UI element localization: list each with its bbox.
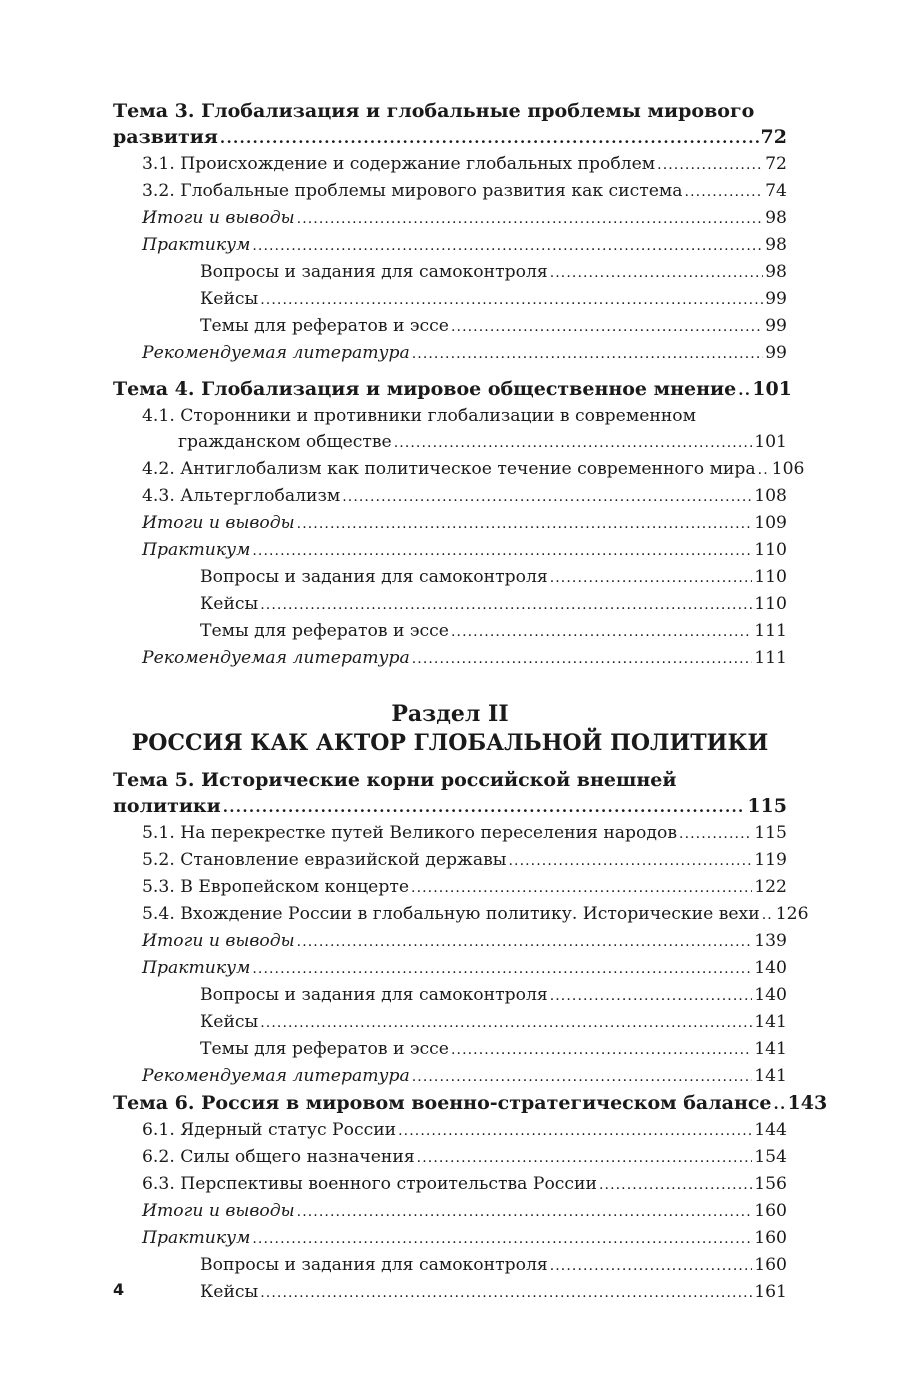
dot-leader xyxy=(774,1091,786,1117)
toc-entry xyxy=(113,1009,787,1036)
toc-entry xyxy=(113,591,787,618)
dot-leader xyxy=(252,233,763,259)
dot-leader xyxy=(738,377,750,403)
dot-leader xyxy=(550,565,752,591)
entry-title: Итоги и выводы xyxy=(142,931,295,951)
dot-leader xyxy=(417,1145,753,1171)
entry-title: Кейсы xyxy=(200,594,259,614)
entry-page: 110 xyxy=(754,540,787,560)
toc-entry xyxy=(113,232,787,259)
entry-title: Итоги и выводы xyxy=(142,1201,295,1221)
section-label: Раздел II xyxy=(391,701,509,727)
entry-title: Рекомендуемая литература xyxy=(142,1066,410,1086)
toc-entry xyxy=(113,928,787,955)
dot-leader xyxy=(412,341,763,367)
dot-leader xyxy=(412,1064,752,1090)
toc-entry xyxy=(113,340,787,367)
entry-page: 141 xyxy=(754,1039,787,1059)
theme-entry-row xyxy=(113,1090,828,1117)
entry-title: Кейсы xyxy=(200,289,259,309)
dot-leader xyxy=(260,1280,752,1306)
entry-page: 139 xyxy=(754,931,787,951)
entry-page: 72 xyxy=(765,154,787,174)
entry-page: 99 xyxy=(765,343,787,363)
entry-title: 3.1. Происхождение и содержание глобальных проблем xyxy=(142,154,656,174)
entry-page: 160 xyxy=(754,1201,787,1221)
toc-entry xyxy=(113,1252,787,1279)
entry-page: 111 xyxy=(754,621,787,641)
toc-entry xyxy=(113,1279,787,1306)
toc-entry xyxy=(113,982,787,1009)
dot-leader xyxy=(599,1172,752,1198)
entry-page: 122 xyxy=(754,877,787,897)
dot-leader xyxy=(550,983,752,1009)
theme-entry-row xyxy=(113,124,787,151)
entry-title: гражданском обществе xyxy=(178,432,392,452)
dot-leader xyxy=(411,875,752,901)
dot-leader xyxy=(260,592,752,618)
dot-leader xyxy=(297,206,763,232)
entry-page: 110 xyxy=(754,594,787,614)
dot-leader xyxy=(451,1037,752,1063)
entry-title: политики xyxy=(113,795,221,817)
entry-page: 119 xyxy=(754,850,787,870)
dot-leader xyxy=(762,902,774,928)
dot-leader xyxy=(657,152,763,178)
dot-leader xyxy=(451,619,752,645)
entry-title: Вопросы и задания для самоконтроля xyxy=(200,262,548,282)
entry-title: Темы для рефератов и эссе xyxy=(200,316,449,336)
toc-entry xyxy=(113,178,787,205)
entry-page: 141 xyxy=(754,1012,787,1032)
dot-leader xyxy=(550,260,763,286)
toc-entry xyxy=(113,205,787,232)
entry-page: 161 xyxy=(754,1282,787,1302)
entry-title: Практикум xyxy=(142,235,251,255)
entry-page: 160 xyxy=(754,1228,787,1248)
dot-leader xyxy=(252,1226,752,1252)
toc-entry xyxy=(113,456,805,483)
entry-title: Темы для рефератов и эссе xyxy=(200,621,449,641)
toc-entry xyxy=(113,483,787,510)
toc-entry xyxy=(113,429,787,456)
entry-title: Кейсы xyxy=(200,1282,259,1302)
dot-leader xyxy=(679,821,752,847)
section-title: РОССИЯ КАК АКТОР ГЛОБАЛЬНОЙ ПОЛИТИКИ xyxy=(131,730,769,756)
entry-title: Рекомендуемая литература xyxy=(142,343,410,363)
toc-entry xyxy=(113,645,787,672)
entry-page: 140 xyxy=(754,985,787,1005)
entry-title: Итоги и выводы xyxy=(142,208,295,228)
entry-page: 126 xyxy=(775,904,809,924)
theme-title-line: Тема 5. Исторические корни российской внешней xyxy=(113,769,677,791)
dot-leader xyxy=(394,430,752,456)
entry-title: Практикум xyxy=(142,1228,251,1248)
dot-leader xyxy=(685,179,764,205)
entry-title: Вопросы и задания для самоконтроля xyxy=(200,567,548,587)
entry-page: 115 xyxy=(747,795,787,817)
entry-title: Практикум xyxy=(142,958,251,978)
entry-title: Рекомендуемая литература xyxy=(142,648,410,668)
toc-entry xyxy=(113,259,787,286)
entry-title: Практикум xyxy=(142,540,251,560)
theme-entry-row xyxy=(113,376,792,403)
toc-entry xyxy=(113,1036,787,1063)
toc-entry xyxy=(113,1063,787,1090)
theme-entry xyxy=(113,376,792,403)
entry-title: 6.2. Силы общего назначения xyxy=(142,1147,415,1167)
entry-title: Вопросы и задания для самоконтроля xyxy=(200,985,548,1005)
entry-title: 5.1. На перекрестке путей Великого переселения народов xyxy=(142,823,678,843)
theme-entry xyxy=(113,767,787,820)
entry-page: 143 xyxy=(787,1092,828,1114)
toc-entry xyxy=(113,901,809,928)
entry-page: 99 xyxy=(765,316,787,336)
toc-entry xyxy=(113,286,787,313)
dot-leader xyxy=(260,287,763,313)
entry-title: 6.3. Перспективы военного строительства России xyxy=(142,1174,597,1194)
entry-page: 111 xyxy=(754,648,787,668)
toc-entry xyxy=(113,1117,787,1144)
dot-leader xyxy=(508,848,752,874)
entry-page: 98 xyxy=(765,235,787,255)
toc-entry xyxy=(113,955,787,982)
entry-title: 3.2. Глобальные проблемы мирового развития как система xyxy=(142,181,683,201)
entry-page: 99 xyxy=(765,289,787,309)
entry-title: 5.2. Становление евразийской державы xyxy=(142,850,507,870)
toc-entry-line: 4.1. Сторонники и противники глобализации в современном xyxy=(142,406,697,426)
entry-title: 6.1. Ядерный статус России xyxy=(142,1120,397,1140)
dot-leader xyxy=(758,457,770,483)
entry-page: 101 xyxy=(754,432,787,452)
entry-title: развития xyxy=(113,126,218,148)
toc-entry xyxy=(113,847,787,874)
dot-leader xyxy=(451,314,763,340)
theme-title-line: Тема 3. Глобализация и глобальные проблемы мирового xyxy=(113,100,755,122)
toc-entry xyxy=(113,564,787,591)
entry-title: 5.3. В Европейском концерте xyxy=(142,877,410,897)
entry-page: 108 xyxy=(754,486,787,506)
toc-entry xyxy=(113,874,787,901)
dot-leader xyxy=(220,125,759,151)
toc-entry xyxy=(113,537,787,564)
dot-leader xyxy=(297,1199,753,1225)
dot-leader xyxy=(297,511,753,537)
dot-leader xyxy=(398,1118,752,1144)
entry-title: 5.4. Вхождение России в глобальную политику. Исторические вехи xyxy=(142,904,760,924)
entry-page: 140 xyxy=(754,958,787,978)
entry-title: Тема 4. Глобализация и мировое общественное мнение xyxy=(113,378,737,400)
entry-title: Вопросы и задания для самоконтроля xyxy=(200,1255,548,1275)
entry-title: 4.3. Альтерглобализм xyxy=(142,486,341,506)
dot-leader xyxy=(342,484,752,510)
table-of-contents xyxy=(113,98,828,1306)
entry-page: 98 xyxy=(765,208,787,228)
entry-page: 109 xyxy=(754,513,787,533)
toc-entry xyxy=(113,1225,787,1252)
entry-page: 115 xyxy=(754,823,787,843)
dot-leader xyxy=(252,956,752,982)
dot-leader xyxy=(260,1010,752,1036)
entry-page: 72 xyxy=(760,126,787,148)
toc-entry xyxy=(113,510,787,537)
entry-page: 74 xyxy=(765,181,787,201)
dot-leader xyxy=(297,929,753,955)
entry-page: 141 xyxy=(754,1066,787,1086)
entry-page: 154 xyxy=(754,1147,787,1167)
entry-page: 101 xyxy=(752,378,792,400)
dot-leader xyxy=(550,1253,752,1279)
entry-title: Тема 6. Россия в мировом военно-стратегическом балансе xyxy=(113,1092,772,1114)
entry-title: Итоги и выводы xyxy=(142,513,295,533)
entry-page: 106 xyxy=(771,459,805,479)
dot-leader xyxy=(252,538,752,564)
theme-entry-row xyxy=(113,793,787,820)
dot-leader xyxy=(412,646,752,672)
toc-entry xyxy=(113,820,787,847)
toc-entry xyxy=(113,1198,787,1225)
theme-entry xyxy=(113,98,787,151)
toc-entry xyxy=(113,1171,787,1198)
page-number: 4 xyxy=(113,1280,125,1299)
entry-title: Кейсы xyxy=(200,1012,259,1032)
entry-page: 98 xyxy=(765,262,787,282)
entry-title: Темы для рефератов и эссе xyxy=(200,1039,449,1059)
dot-leader xyxy=(223,794,746,820)
toc-entry xyxy=(113,1144,787,1171)
entry-page: 160 xyxy=(754,1255,787,1275)
toc-entry xyxy=(113,151,787,178)
entry-page: 156 xyxy=(754,1174,787,1194)
toc-entry xyxy=(113,313,787,340)
entry-title: 4.2. Антиглобализм как политическое течение современного мира xyxy=(142,459,756,479)
entry-page: 110 xyxy=(754,567,787,587)
theme-entry xyxy=(113,1090,828,1117)
toc-entry xyxy=(113,618,787,645)
entry-page: 144 xyxy=(754,1120,787,1140)
